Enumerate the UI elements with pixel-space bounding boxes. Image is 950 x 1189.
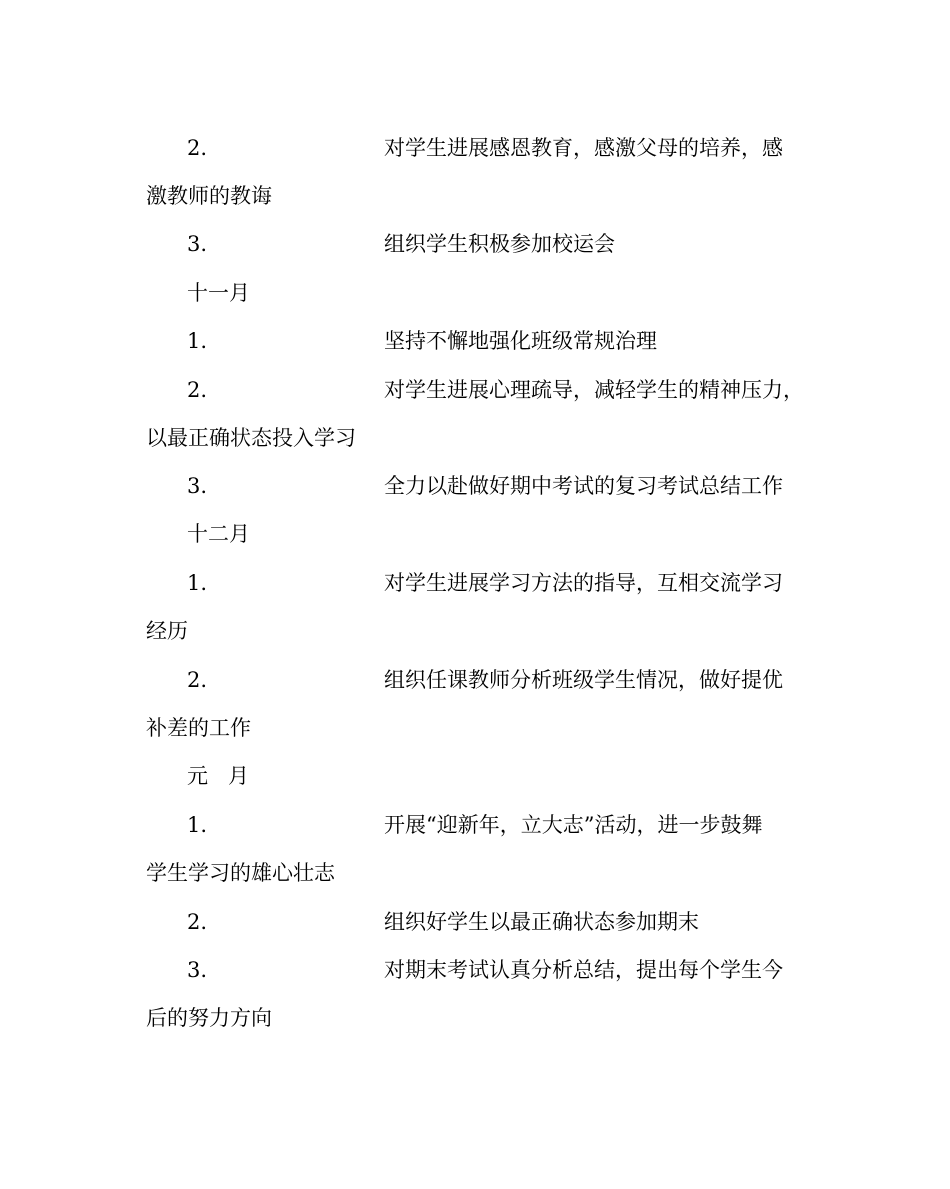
list-item xyxy=(0,124,950,172)
list-item xyxy=(0,656,950,704)
item-number: 3. xyxy=(187,232,208,256)
item-text-continuation: 学生学习的雄心壮志 xyxy=(146,861,335,885)
month-title: 元月 xyxy=(187,764,269,788)
item-text-continuation: 后的努力方向 xyxy=(146,1006,272,1030)
item-number: 2. xyxy=(187,668,208,692)
item-number: 2. xyxy=(187,378,208,402)
month-heading-december xyxy=(0,510,950,558)
month-title: 十一月 xyxy=(187,281,250,305)
list-item-continuation xyxy=(0,172,950,220)
list-item xyxy=(0,559,950,607)
item-text-continuation: 补差的工作 xyxy=(146,716,251,740)
list-item xyxy=(0,898,950,946)
item-text: 对学生进展学习方法的指导，互相交流学习 xyxy=(384,571,783,595)
item-text-continuation: 以最正确状态投入学习 xyxy=(146,426,356,450)
list-item xyxy=(0,946,950,994)
item-number: 1. xyxy=(187,813,208,837)
item-text: 对学生进展心理疏导，减轻学生的精神压力， xyxy=(384,378,804,402)
item-text: 组织任课教师分析班级学生情况，做好提优 xyxy=(384,668,783,692)
list-item-continuation xyxy=(0,414,950,462)
item-text: 对学生进展感恩教育，感激父母的培养，感 xyxy=(384,136,783,160)
item-text: 全力以赴做好期中考试的复习考试总结工作 xyxy=(384,474,783,498)
item-text: 对期末考试认真分析总结，提出每个学生今 xyxy=(384,958,783,982)
list-item-continuation xyxy=(0,994,950,1042)
item-text: 开展“迎新年，立大志”活动，进一步鼓舞 xyxy=(384,813,763,837)
list-item xyxy=(0,366,950,414)
item-text-continuation: 经历 xyxy=(146,619,188,643)
list-item xyxy=(0,801,950,849)
list-item xyxy=(0,220,950,268)
item-text: 坚持不懈地强化班级常规治理 xyxy=(384,329,657,353)
item-number: 3. xyxy=(187,474,208,498)
month-heading-november xyxy=(0,269,950,317)
item-text: 组织好学生以最正确状态参加期末 xyxy=(384,910,699,934)
list-item xyxy=(0,317,950,365)
month-heading-january xyxy=(0,752,950,800)
list-item-continuation xyxy=(0,607,950,655)
list-item-continuation xyxy=(0,849,950,897)
item-number: 2. xyxy=(187,910,208,934)
item-number: 1. xyxy=(187,571,208,595)
list-item-continuation xyxy=(0,704,950,752)
item-text-continuation: 激教师的教诲 xyxy=(146,184,272,208)
list-item xyxy=(0,462,950,510)
item-number: 2. xyxy=(187,136,208,160)
item-number: 3. xyxy=(187,958,208,982)
item-number: 1. xyxy=(187,329,208,353)
month-title: 十二月 xyxy=(187,522,250,546)
item-text: 组织学生积极参加校运会 xyxy=(384,232,615,256)
